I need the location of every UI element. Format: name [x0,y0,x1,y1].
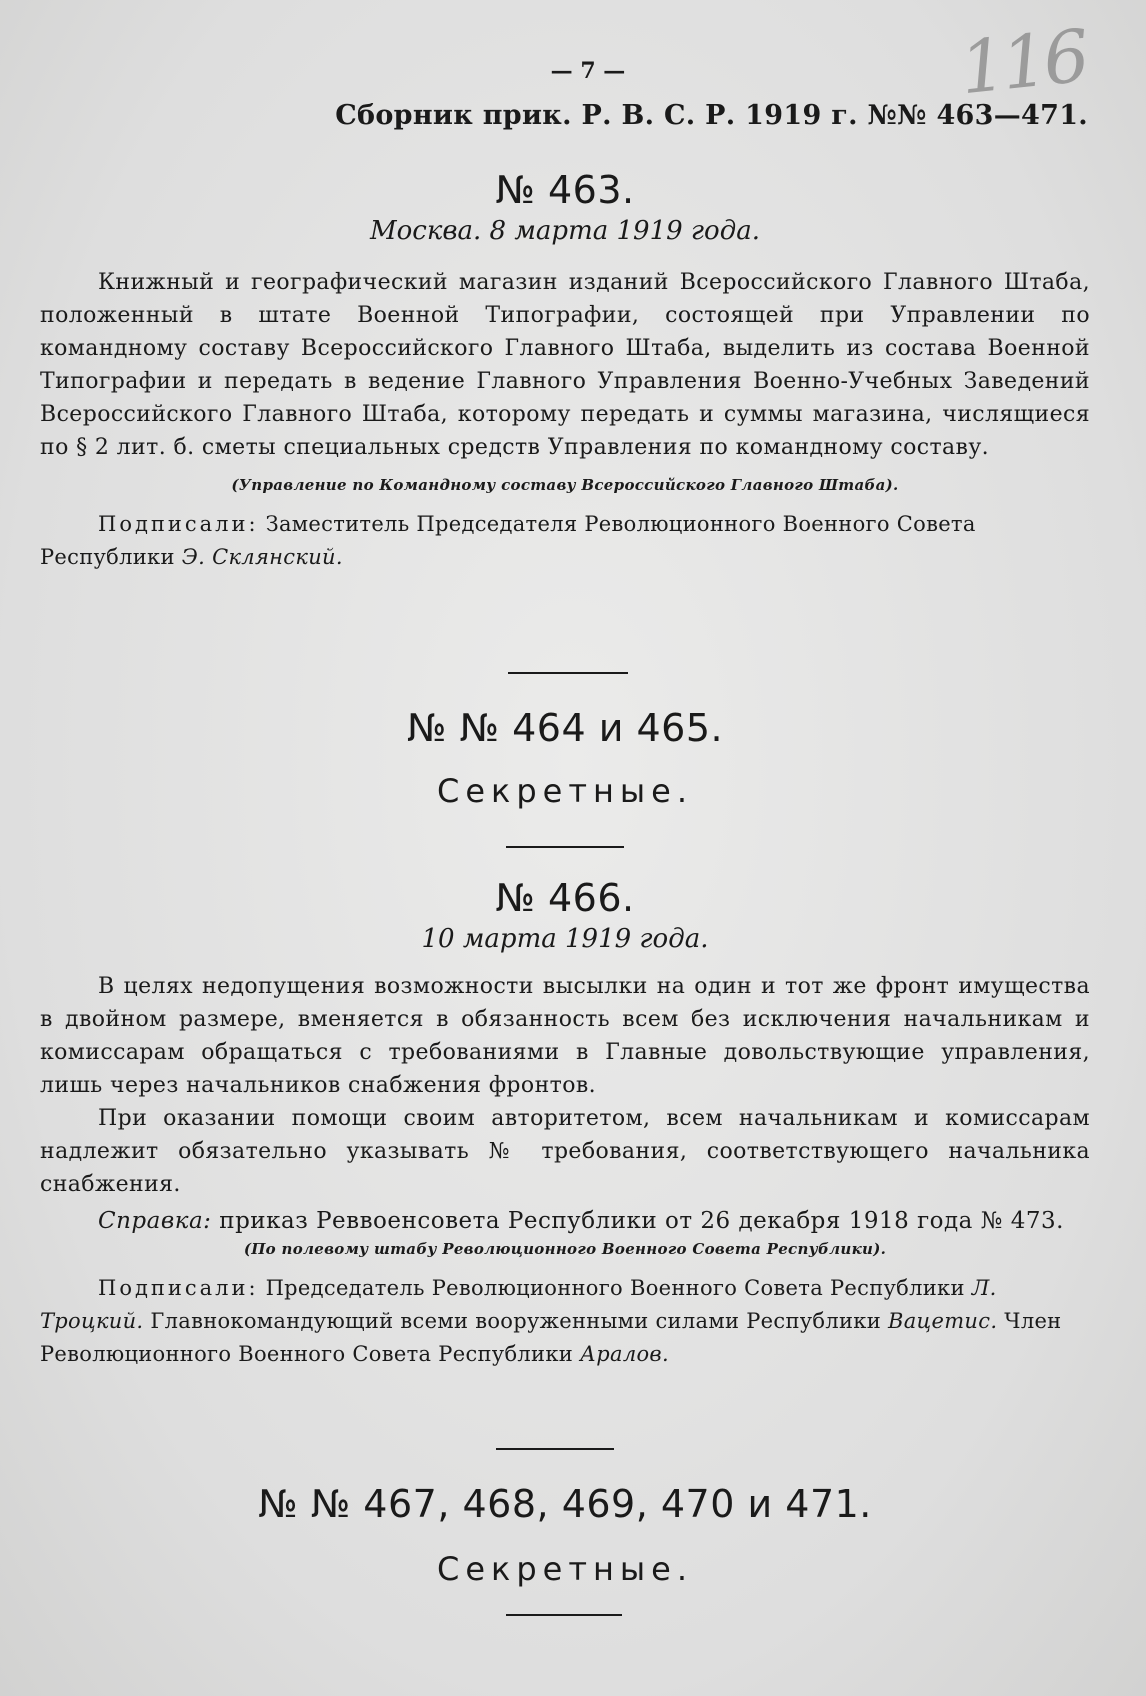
order-paragraph: В целях недопущения возможности высылки на один и тот же фронт имущества в двойном размере, вменяется в обязанность всем без исключения начальникам и комиссарам обращаться с требованиями в Главные довольствующие управления, лишь через начальников снабжения фронтов. [40,974,1090,1098]
running-head: Сборник прик. Р. В. С. Р. 1919 г. №№ 463—471. [335,100,1088,131]
signed-label: Подписали: [98,1276,259,1300]
signed-text: Заместитель Председателя Революционного Военного Совета Республики [40,512,976,569]
order-source: (Управление по Командному составу Всероссийского Главного Штаба). [231,476,899,494]
signatures [40,508,1090,574]
divider [506,1614,622,1616]
signatures [40,1272,1090,1371]
reference [40,1205,1090,1238]
order-date: 10 марта 1919 года. [421,924,709,954]
order-date: Москва. 8 марта 1919 года. [370,216,760,246]
secret-label: Секретные. [436,1550,694,1588]
signed-text: Председатель Революционного Военного Совета Республики [265,1276,965,1300]
order-number: № № 467, 468, 469, 470 и 471. [258,1482,872,1526]
order-463 [40,168,1090,574]
order-paragraph: При оказании помощи своим авторитетом, всем начальникам и комиссарам надлежит обязательно указывать № требования, соответствующего начальника снабжения. [40,1106,1090,1197]
order-text: Книжный и географический магазин изданий Всероссийского Главного Штаба, положенный в штате Военной Типографии, состоящей при Управлении по командному составу Всероссийского Главного Штаба, выделить из состава Военной Типографии и передать в ведение Главного Управления Военно-Учебных Заведений Всероссийского Главного Штаба, которому передать и суммы магазина, числящиеся по § 2 лит. б. сметы специальных средств Управления по командному составу. [40,270,1090,460]
divider [506,846,624,848]
signed-text: Главнокомандующий всеми вооруженными силами Республики [150,1309,881,1333]
order-source: (По полевому штабу Революционного Военного Совета Республики). [243,1240,887,1258]
signed-label: Подписали: [98,512,259,536]
divider [508,672,628,674]
signed-name: Л. Троцкий. [40,1276,997,1333]
orders-467-471 [40,1482,1090,1588]
order-number: № 466. [495,876,635,920]
orders-464-465 [40,706,1090,810]
order-number: № № 464 и 465. [406,706,724,750]
reference-label: Справка: [98,1208,212,1234]
divider [496,1448,614,1450]
order-number: № 463. [495,168,635,212]
signed-name: Вацетис. [887,1309,998,1333]
secret-label: Секретные. [436,772,694,810]
handwritten-page-mark: 116 [955,13,1090,111]
reference-text: приказ Реввоенсовета Республики от 26 декабря 1918 года № 473. [219,1208,1064,1234]
signed-name: Э. Склянский. [181,545,343,569]
signed-name: Аралов. [580,1342,669,1366]
signed-text: Член Революционного Военного Совета Республики [40,1309,1062,1366]
order-466 [40,876,1090,1371]
page-number: — 7 — [550,58,626,84]
